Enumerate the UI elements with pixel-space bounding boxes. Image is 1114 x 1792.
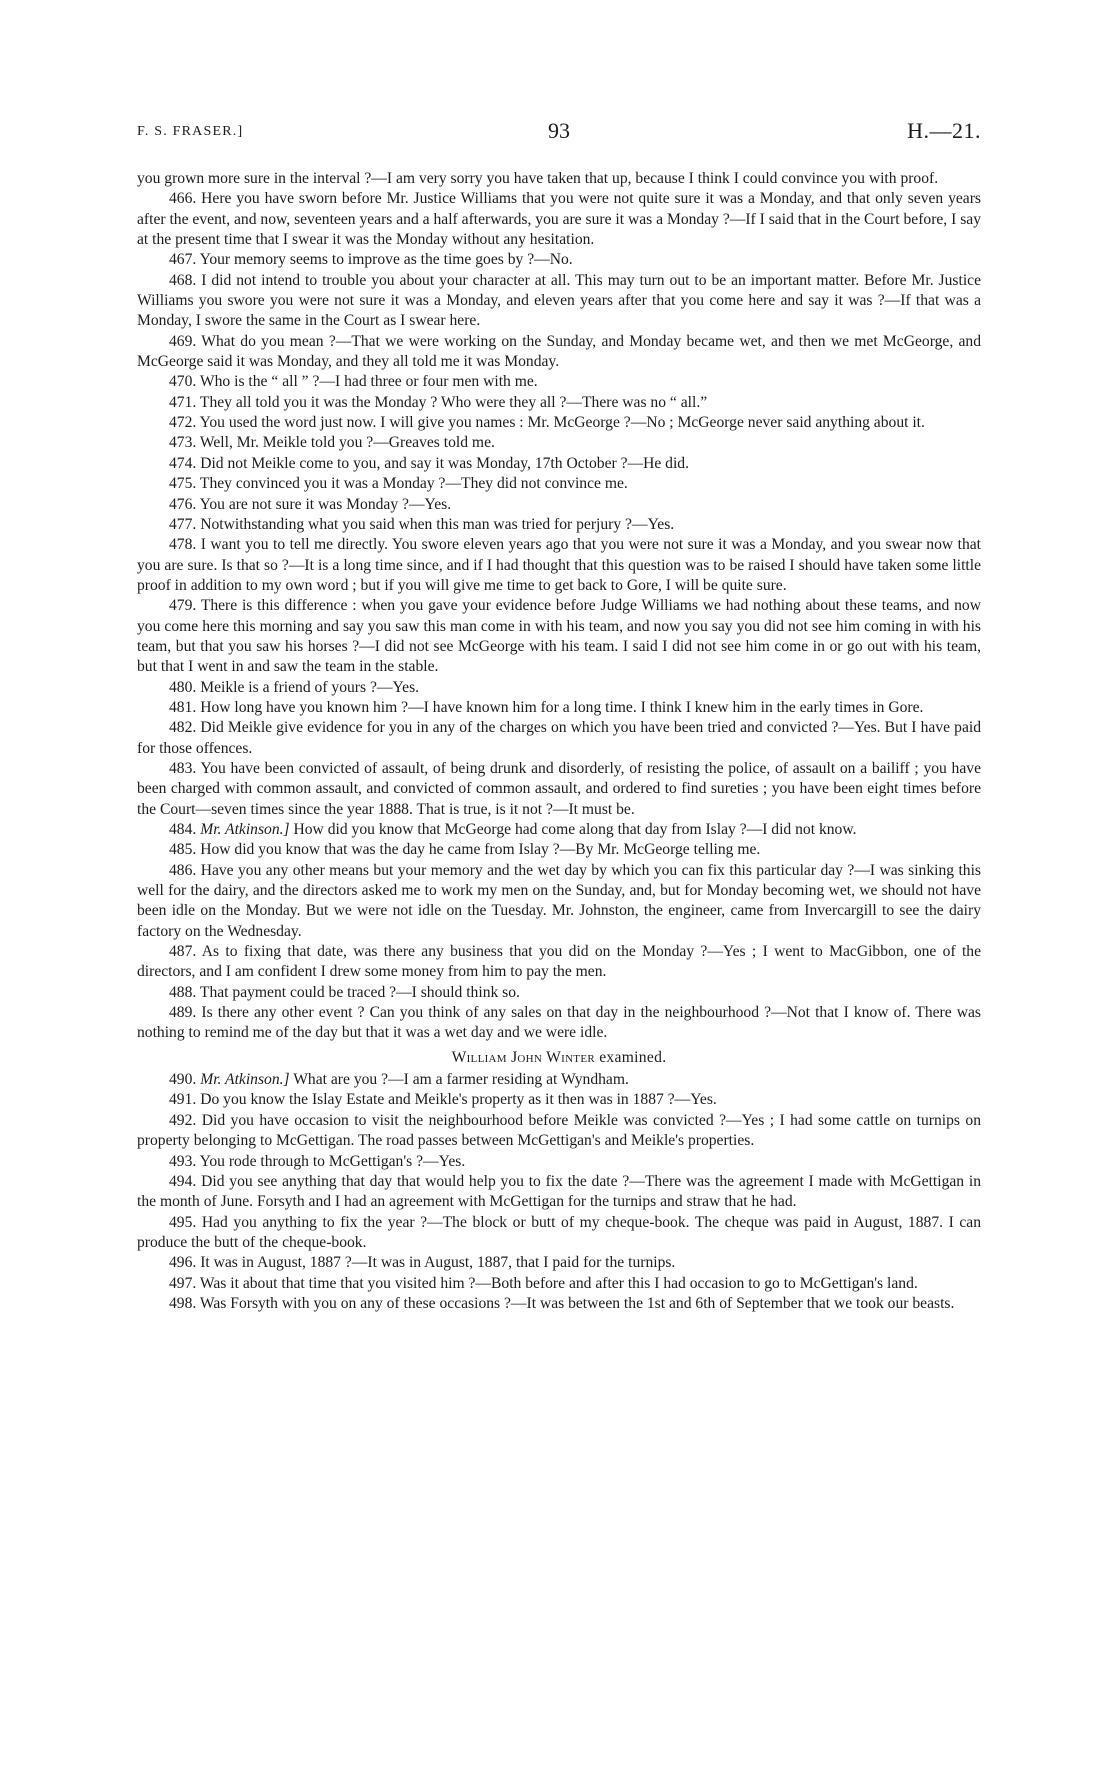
question-paragraph: [137, 759, 981, 820]
speaker-label: Mr. Atkinson.]: [200, 1071, 290, 1089]
question-text: How did you know that McGeorge had come along that day from Islay ?—I did not know.: [293, 821, 857, 838]
question-number: 487.: [169, 943, 197, 961]
question-paragraph: [137, 596, 981, 677]
question-text: Did you have occasion to visit the neighbourhood before Meikle was convicted ?—Yes ; I had some cattle on turnips on property belonging to McGettigan. The road passes between McGettigan's and Meikle's properties.: [137, 1111, 981, 1150]
question-paragraph: [137, 433, 981, 453]
question-paragraph: [137, 535, 981, 596]
transcript-body: [137, 169, 981, 1314]
question-paragraph: [137, 1070, 981, 1090]
question-number: 480.: [169, 678, 197, 696]
question-text: As to fixing that date, was there any business that you did on the Monday ?—Yes ; I went to MacGibbon, one of the directors, and I am confident I drew some money from him to pay the men.: [137, 943, 981, 981]
document-reference: H.—21.: [907, 118, 981, 143]
question-paragraph: [137, 1274, 981, 1294]
question-text: Notwithstanding what you said when this man was tried for perjury ?—Yes.: [200, 515, 675, 533]
question-text: You have been convicted of assault, of being drunk and disorderly, of resisting the police, of assault on a bailiff ; you have been charged with common assault, and convicted of common assault, and ordered to find sureties ; you have been eight times before the Court—seven times since the year 1888. That is true, is it not ?—It must be.: [137, 759, 981, 818]
question-text: Was Forsyth with you on any of these occasions ?—It was between the 1st and 6th of September that we took our beasts.: [199, 1294, 955, 1312]
question-text: What do you mean ?—That we were working on the Sunday, and Monday became wet, and then we met McGeorge, and McGeorge said it was Monday, and they all told me it was Monday.: [137, 332, 981, 371]
question-paragraph: [137, 1253, 981, 1273]
question-paragraph: [137, 840, 981, 860]
question-paragraph: [137, 678, 981, 698]
question-number: 477.: [169, 515, 197, 533]
question-text: Did Meikle give evidence for you in any of the charges on which you have been tried and convicted ?—Yes. But I have paid for those offences.: [137, 719, 981, 757]
question-text: Have you any other means but your memory and the wet day by which you can fix this particular day ?—I was sinking this well for the dairy, and the directors asked me to work my men on the Sunday, and, but for Monday becoming wet, we should not have been idle on the Monday. But we were not idle on the Tuesday. Mr. Johnston, the engineer, came from Invercargill to see the dairy factory on the Wednesday.: [137, 861, 981, 940]
question-text: You are not sure it was Monday ?—Yes.: [199, 495, 452, 513]
question-paragraph: [137, 1111, 981, 1152]
question-text: How long have you known him ?—I have known him for a long time. I think I knew him in the early times in Gore.: [200, 698, 924, 716]
question-paragraph: [137, 942, 981, 983]
question-number: 478.: [169, 536, 197, 554]
question-paragraph: [137, 820, 981, 840]
page-number: 93: [548, 118, 570, 143]
question-text: Here you have sworn before Mr. Justice Williams that you were not quite sure it was a Monday, and that only seven years after the event, and now, seventeen years and a half afterwards, you are sure it was a Monday ?—If I said that in the Court before, I say at the present time that I swear it was the Monday without any hesitation.: [137, 190, 981, 249]
question-number: 498.: [169, 1294, 197, 1312]
question-number: 475.: [169, 475, 197, 493]
witness-name: William John Winter: [451, 1048, 595, 1066]
question-number: 474.: [169, 454, 197, 472]
question-text: They convinced you it was a Monday ?—They did not convince me.: [199, 475, 628, 493]
question-number: 488.: [169, 983, 197, 1001]
question-number: 493.: [169, 1152, 197, 1170]
question-number: 496.: [169, 1254, 197, 1272]
question-text: Well, Mr. Meikle told you ?—Greaves told me.: [199, 434, 495, 452]
question-paragraph: [137, 413, 981, 433]
question-number: 495.: [169, 1213, 197, 1231]
question-number: 489.: [169, 1004, 197, 1022]
question-number: 470.: [169, 373, 197, 391]
question-paragraph: [137, 372, 981, 392]
question-paragraph: [137, 515, 981, 535]
question-text: I did not intend to trouble you about your character at all. This may turn out to be an important matter. Before Mr. Justice Williams you swore you were not sure it was a Monday, and eleven years after that you come here and say it was ?—If that was a Monday, I swore the same in the Court as I swear here.: [137, 271, 982, 330]
question-number: 490.: [169, 1071, 197, 1089]
question-text: Meikle is a friend of yours ?—Yes.: [200, 678, 420, 696]
speaker-label: Mr. Atkinson.]: [200, 821, 290, 838]
testimony-block-1: [137, 169, 981, 1044]
question-number: 471.: [169, 393, 197, 411]
question-number: 473.: [169, 434, 197, 452]
question-paragraph: [137, 983, 981, 1003]
question-paragraph: [137, 1172, 981, 1213]
question-number: 485.: [169, 841, 197, 859]
question-text: You rode through to McGettigan's ?—Yes.: [199, 1152, 466, 1170]
question-number: 483.: [169, 759, 197, 777]
question-paragraph: [137, 718, 981, 759]
question-paragraph: [137, 495, 981, 515]
question-text: you grown more sure in the interval ?—I am very sorry you have taken that up, because I think I could convince you with proof.: [137, 170, 939, 187]
question-paragraph: [137, 1090, 981, 1110]
question-text: Did you see anything that day that would help you to fix the date ?—There was the agreement I made with McGettigan in the month of June. Forsyth and I had an agreement with McGettigan for the turnips and straw that he had.: [137, 1172, 981, 1211]
question-text: That payment could be traced ?—I should think so.: [199, 983, 520, 1001]
question-text: Do you know the Islay Estate and Meikle's property as it then was in 1887 ?—Yes.: [200, 1091, 717, 1109]
question-paragraph: [137, 1213, 981, 1254]
question-text: I want you to tell me directly. You swore eleven years ago that you were not sure it was a Monday, and you swear now that you are sure. Is that so ?—It is a long time since, and if I had thought that this question was to be raised I should have taken some little proof in addition to my own word ; but if you will give me time to get back to Gore, I will be quite sure.: [137, 536, 981, 594]
question-text: Was it about that time that you visited him ?—Both before and after this I had occasion to go to McGettigan's land.: [199, 1274, 918, 1292]
witness-header: F. S. FRASER.]: [137, 124, 244, 139]
question-text: They all told you it was the Monday ? Who were they all ?—There was no “ all.”: [199, 393, 708, 411]
question-paragraph: [137, 332, 981, 373]
question-text: What are you ?—I am a farmer residing at Wyndham.: [293, 1071, 629, 1089]
question-number: 481.: [169, 698, 197, 716]
question-number: 466.: [169, 190, 197, 208]
question-text: How did you know that was the day he came from Islay ?—By Mr. McGeorge telling me.: [200, 841, 761, 859]
question-number: 494.: [169, 1172, 197, 1190]
question-paragraph: [137, 454, 981, 474]
question-paragraph: [137, 1003, 981, 1044]
question-text: You used the word just now. I will give you names : Mr. McGeorge ?—No ; McGeorge never said anything about it.: [199, 414, 925, 432]
question-number: 491.: [169, 1091, 197, 1109]
question-paragraph: [137, 861, 981, 942]
testimony-block-2: [137, 1070, 981, 1314]
section-heading: [137, 1048, 981, 1068]
question-number: 468.: [169, 271, 197, 289]
page-header: [137, 118, 981, 148]
question-number: 476.: [169, 495, 197, 513]
question-text: Who is the “ all ” ?—I had three or four men with me.: [199, 373, 538, 391]
question-number: 469.: [169, 332, 197, 350]
question-paragraph: [137, 1294, 981, 1314]
question-paragraph: [137, 1152, 981, 1172]
question-text: Your memory seems to improve as the time goes by ?—No.: [199, 251, 573, 269]
question-text: Had you anything to fix the year ?—The block or butt of my cheque-book. The cheque was paid in August, 1887. I can produce the butt of the cheque-book.: [137, 1213, 981, 1251]
question-text: It was in August, 1887 ?—It was in August, 1887, that I paid for the turnips.: [200, 1254, 676, 1272]
question-paragraph: [137, 474, 981, 494]
question-number: 479.: [169, 597, 197, 615]
question-number: 467.: [169, 251, 197, 269]
question-paragraph: [137, 271, 981, 332]
question-number: 497.: [169, 1274, 197, 1292]
question-text: Did not Meikle come to you, and say it was Monday, 17th October ?—He did.: [200, 454, 689, 472]
examined-label: examined.: [599, 1048, 667, 1066]
question-paragraph: [137, 250, 981, 270]
question-number: 486.: [169, 861, 197, 879]
question-paragraph: [137, 393, 981, 413]
question-paragraph: [137, 698, 981, 718]
question-paragraph: [137, 169, 981, 189]
question-number: 482.: [169, 719, 197, 737]
question-paragraph: [137, 189, 981, 250]
question-text: There is this difference : when you gave your evidence before Judge Williams we had nothing about these teams, and now you come here this morning and say you saw this man come in with his team, and now you say you did not see him coming in with his team, but that you saw his horses ?—I did not see McGeorge with his team. I said I did not see him come in or go out with his team, but that I went in and saw the team in the stable.: [137, 597, 981, 676]
question-text: Is there any other event ? Can you think of any sales on that day in the neighbourhood ?—Not that I know of. There was nothing to remind me of the day but that it was a wet day and we were idle.: [137, 1004, 981, 1042]
question-number: 484.: [169, 821, 197, 838]
question-number: 492.: [169, 1111, 197, 1129]
question-number: 472.: [169, 414, 197, 432]
